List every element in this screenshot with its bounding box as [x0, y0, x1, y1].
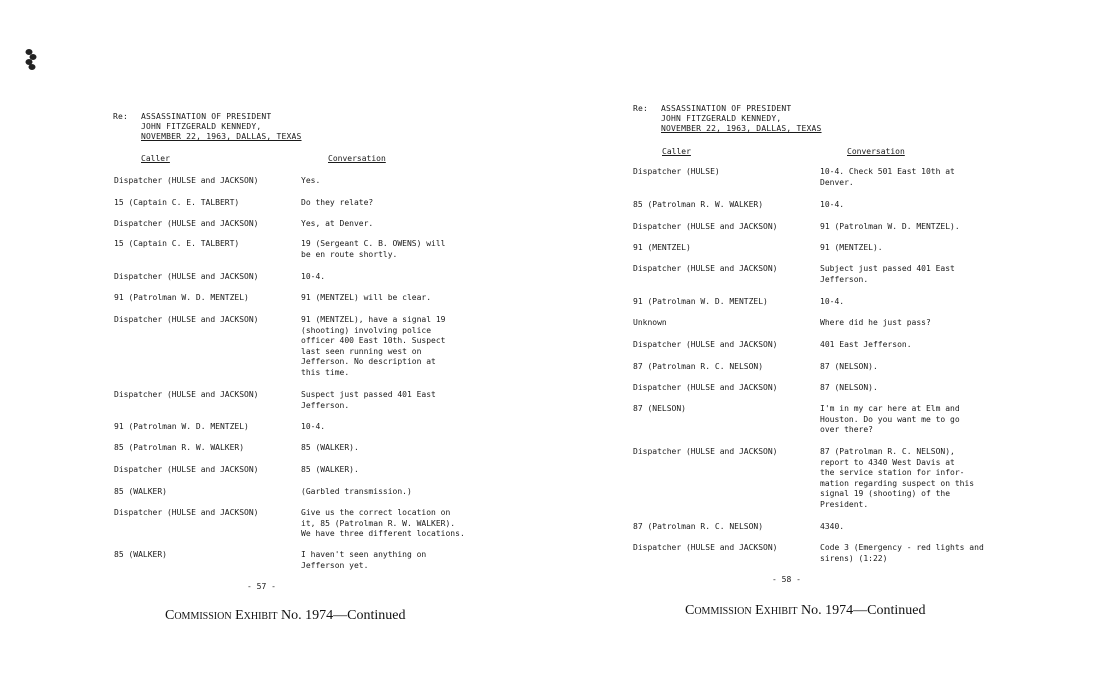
caller-cell: 15 (Captain C. E. TALBERT): [114, 198, 240, 207]
conversation-cell: 87 (Patrolman R. C. NELSON), report to 4340 West Davis at the service station for infor- mation regarding suspect on this signal 19 (shooting) of the President.: [820, 447, 975, 509]
caller-cell: 85 (Patrolman R. W. WALKER): [633, 200, 764, 209]
re-line: NOVEMBER 22, 1963, DALLAS, TEXAS: [661, 124, 822, 133]
conversation-cell: 401 East Jefferson.: [820, 340, 912, 349]
caller-cell: 87 (Patrolman R. C. NELSON): [633, 522, 764, 531]
re-line: JOHN FITZGERALD KENNEDY,: [141, 122, 262, 131]
caller-cell: Dispatcher (HULSE and JACKSON): [633, 543, 778, 552]
caller-header: Caller: [662, 147, 691, 156]
caller-cell: 91 (Patrolman W. D. MENTZEL): [633, 297, 768, 306]
conversation-cell: 85 (WALKER).: [301, 465, 359, 474]
caller-cell: Dispatcher (HULSE and JACKSON): [633, 383, 778, 392]
conversation-cell: 10-4.: [820, 200, 845, 209]
exhibit-caption: Commission Exhibit No. 1974—Continued: [165, 608, 406, 623]
conversation-cell: 91 (MENTZEL) will be clear.: [301, 293, 432, 302]
caller-cell: Dispatcher (HULSE and JACKSON): [114, 219, 259, 228]
conversation-cell: 4340.: [820, 522, 845, 531]
conversation-cell: 91 (Patrolman W. D. MENTZEL).: [820, 222, 960, 231]
conversation-cell: 19 (Sergeant C. B. OWENS) will be en route shortly.: [301, 239, 446, 259]
exhibit-caption: Commission Exhibit No. 1974—Continued: [685, 603, 926, 618]
caller-cell: 91 (MENTZEL): [633, 243, 691, 252]
conversation-cell: 10-4. Check 501 East 10th at Denver.: [820, 167, 955, 187]
caller-cell: Dispatcher (HULSE and JACKSON): [633, 340, 778, 349]
conversation-cell: Yes.: [301, 176, 321, 185]
conversation-cell: Code 3 (Emergency - red lights and sirens) (1:22): [820, 543, 984, 563]
conversation-cell: 10-4.: [820, 297, 845, 306]
caller-cell: Dispatcher (HULSE and JACKSON): [114, 390, 259, 399]
caller-cell: Dispatcher (HULSE and JACKSON): [633, 222, 778, 231]
conversation-cell: Where did he just pass?: [820, 318, 931, 327]
caller-cell: 91 (Patrolman W. D. MENTZEL): [114, 422, 249, 431]
caller-cell: 15 (Captain C. E. TALBERT): [114, 239, 240, 248]
page-number: - 58 -: [772, 575, 801, 584]
conversation-cell: 85 (WALKER).: [301, 443, 359, 452]
caller-cell: 85 (Patrolman R. W. WALKER): [114, 443, 245, 452]
re-line: ASSASSINATION OF PRESIDENT: [661, 104, 792, 113]
caller-cell: 87 (Patrolman R. C. NELSON): [633, 362, 764, 371]
page-number: - 57 -: [247, 582, 276, 591]
conversation-cell: 91 (MENTZEL), have a signal 19 (shooting) involving police officer 400 East 10th. Suspect last seen running west on Jefferson. No description at this time.: [301, 315, 446, 377]
binding-hole-mark: [24, 48, 38, 72]
caller-cell: Dispatcher (HULSE and JACKSON): [114, 465, 259, 474]
caller-cell: Dispatcher (HULSE and JACKSON): [114, 272, 259, 281]
re-label: Re:: [633, 104, 649, 113]
conversation-cell: Give us the correct location on it, 85 (Patrolman R. W. WALKER). We have three different locations.: [301, 508, 465, 538]
caller-cell: Dispatcher (HULSE and JACKSON): [633, 264, 778, 273]
caller-cell: 85 (WALKER): [114, 487, 167, 496]
caller-cell: Dispatcher (HULSE and JACKSON): [114, 508, 259, 517]
right-page: [547, 0, 1094, 691]
conversation-cell: I'm in my car here at Elm and Houston. Do you want me to go over there?: [820, 404, 960, 434]
conversation-cell: 87 (NELSON).: [820, 383, 878, 392]
caller-cell: Unknown: [633, 318, 667, 327]
conversation-cell: Subject just passed 401 East Jefferson.: [820, 264, 955, 284]
conversation-cell: Yes, at Denver.: [301, 219, 374, 228]
re-line: ASSASSINATION OF PRESIDENT: [141, 112, 272, 121]
conversation-cell: 87 (NELSON).: [820, 362, 878, 371]
caller-cell: 91 (Patrolman W. D. MENTZEL): [114, 293, 249, 302]
caller-cell: Dispatcher (HULSE and JACKSON): [114, 315, 259, 324]
conversation-cell: (Garbled transmission.): [301, 487, 412, 496]
conversation-cell: Do they relate?: [301, 198, 374, 207]
caller-cell: 85 (WALKER): [114, 550, 167, 559]
conversation-cell: 10-4.: [301, 422, 326, 431]
caller-cell: 87 (NELSON): [633, 404, 686, 413]
conversation-cell: Suspect just passed 401 East Jefferson.: [301, 390, 436, 410]
conversation-cell: 91 (MENTZEL).: [820, 243, 883, 252]
re-line: NOVEMBER 22, 1963, DALLAS, TEXAS: [141, 132, 302, 141]
conversation-header: Conversation: [847, 147, 905, 156]
re-line: JOHN FITZGERALD KENNEDY,: [661, 114, 782, 123]
caller-header: Caller: [141, 154, 170, 163]
conversation-cell: I haven't seen anything on Jefferson yet.: [301, 550, 427, 570]
re-label: Re:: [113, 112, 129, 121]
caller-cell: Dispatcher (HULSE and JACKSON): [114, 176, 259, 185]
conversation-cell: 10-4.: [301, 272, 326, 281]
conversation-header: Conversation: [328, 154, 386, 163]
caller-cell: Dispatcher (HULSE and JACKSON): [633, 447, 778, 456]
caller-cell: Dispatcher (HULSE): [633, 167, 720, 176]
